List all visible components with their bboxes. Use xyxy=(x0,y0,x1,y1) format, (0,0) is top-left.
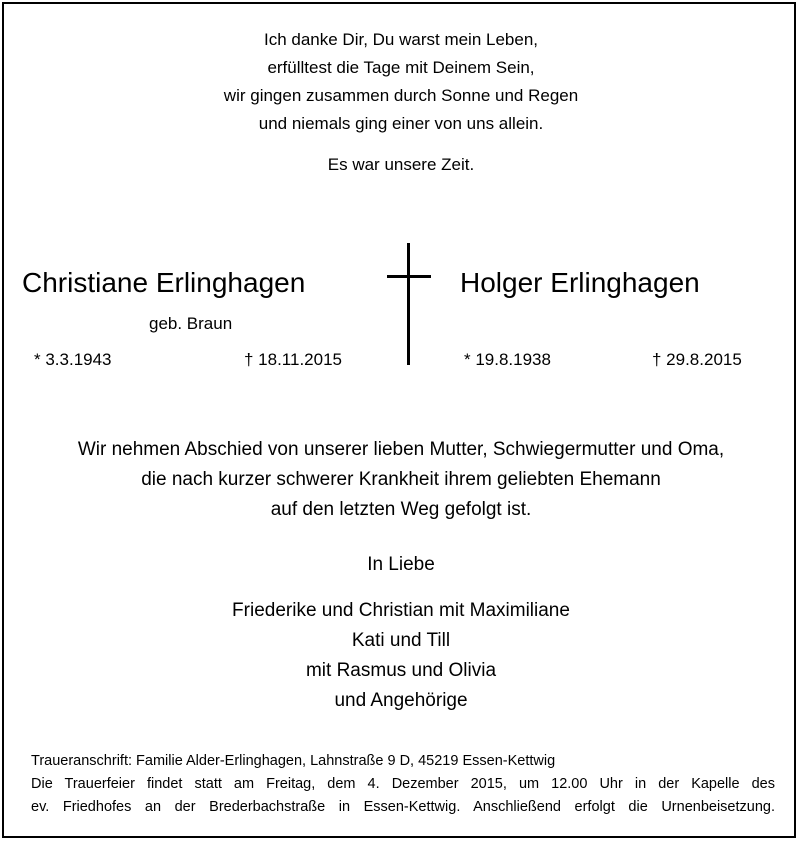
funeral-service-line: ev. Friedhofes an der Brederbachstraße in Essen-Kettwig. Anschließend erfolgt die Urnenbeisetzung. xyxy=(31,799,775,815)
obituary-notice xyxy=(2,2,796,838)
cross-vertical-bar xyxy=(407,243,410,365)
footer-info xyxy=(31,750,775,819)
poem-closing: Es war unsere Zeit. xyxy=(327,155,475,174)
deceased-right-died: † 29.8.2015 xyxy=(652,350,742,369)
poem-line: und niemals ging einer von uns allein. xyxy=(258,114,544,133)
deceased-left-died: † 18.11.2015 xyxy=(244,350,342,369)
deceased-left-maiden-name: geb. Braun xyxy=(149,314,233,333)
deceased-right-name: Holger Erlinghagen xyxy=(460,267,700,298)
family-line: und Angehörige xyxy=(334,690,468,711)
deceased-right-born: * 19.8.1938 xyxy=(464,350,551,369)
message-line: Wir nehmen Abschied von unserer lieben Mutter, Schwiegermutter und Oma, xyxy=(77,439,725,460)
cross-horizontal-bar xyxy=(387,275,431,278)
family-line: Friederike und Christian mit Maximiliane xyxy=(232,600,570,621)
deceased-left-born: * 3.3.1943 xyxy=(34,350,112,369)
poem xyxy=(4,26,798,138)
message-line: die nach kurzer schwerer Krankheit ihrem geliebten Ehemann xyxy=(141,469,661,490)
poem-line: Ich danke Dir, Du warst mein Leben, xyxy=(263,30,539,49)
family-line: Kati und Till xyxy=(351,630,451,651)
poem-line: erfülltest die Tage mit Deinem Sein, xyxy=(267,58,535,77)
funeral-service-line: Die Trauerfeier findet statt am Freitag, dem 4. Dezember 2015, um 12.00 Uhr in der Kapelle des xyxy=(31,776,775,792)
mourning-address: Traueranschrift: Familie Alder-Erlinghagen, Lahnstraße 9 D, 45219 Essen-Kettwig xyxy=(31,753,556,769)
deceased-left-name: Christiane Erlinghagen xyxy=(22,267,306,298)
message-line: auf den letzten Weg gefolgt ist. xyxy=(270,499,532,520)
poem-line: wir gingen zusammen durch Sonne und Regen xyxy=(223,86,579,105)
sign-off: In Liebe xyxy=(367,554,435,575)
farewell-message xyxy=(4,435,798,525)
family-names xyxy=(4,596,798,716)
family-line: mit Rasmus und Olivia xyxy=(305,660,497,681)
